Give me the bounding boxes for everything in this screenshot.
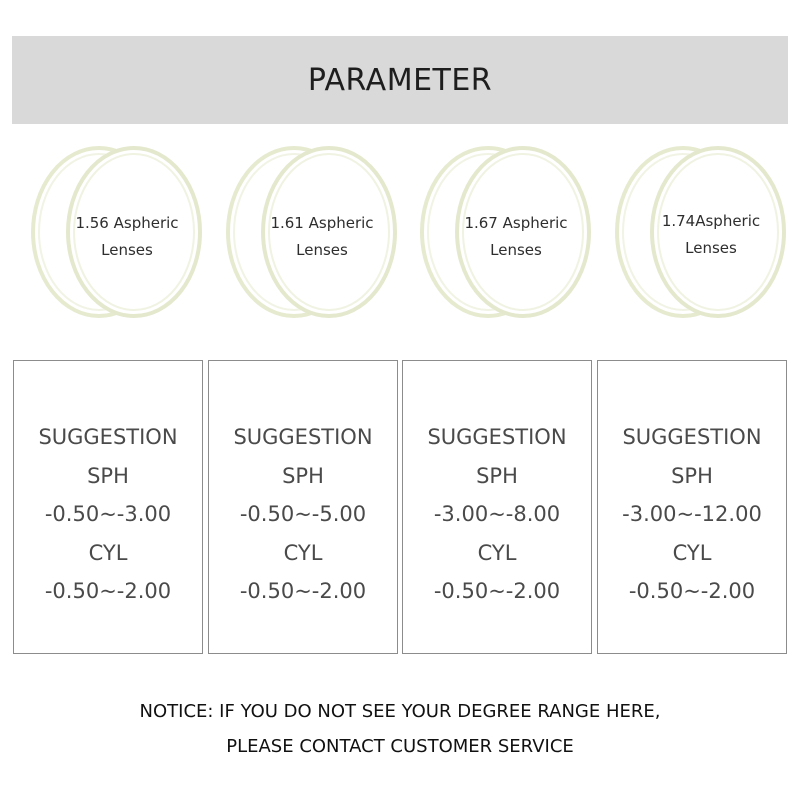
lens-label-line2: Lenses <box>101 241 153 259</box>
param-heading: SUGGESTION <box>38 425 178 449</box>
cyl-label: CYL <box>283 540 323 565</box>
sph-range: -3.00~-8.00 <box>433 502 561 526</box>
notice-text <box>0 694 800 764</box>
param-heading: SUGGESTION <box>622 425 762 449</box>
sph-label: SPH <box>282 463 324 488</box>
lens-label-line1: 1.74Aspheric <box>661 212 761 230</box>
cyl-range: -0.50~-2.00 <box>239 579 367 603</box>
lens-label-line1: 1.67 Aspheric <box>464 214 568 232</box>
param-heading: SUGGESTION <box>427 425 567 449</box>
lens-label <box>242 210 402 264</box>
sph-range: -3.00~-12.00 <box>622 502 762 526</box>
lens-image-156 <box>17 140 207 325</box>
lens-image-161 <box>212 140 402 325</box>
parameter-header <box>12 36 788 124</box>
sph-label: SPH <box>476 463 518 488</box>
cyl-label: CYL <box>477 540 517 565</box>
lens-label-line2: Lenses <box>685 239 737 257</box>
lens-label <box>436 210 596 264</box>
lens-image-174 <box>601 140 791 325</box>
lens-label-line1: 1.61 Aspheric <box>270 214 374 232</box>
header-title: PARAMETER <box>307 62 493 98</box>
lens-label-line1: 1.56 Aspheric <box>75 214 179 232</box>
cyl-label: CYL <box>672 540 712 565</box>
cyl-range: -0.50~-2.00 <box>433 579 561 603</box>
sph-range: -0.50~-3.00 <box>44 502 172 526</box>
lens-image-167 <box>406 140 596 325</box>
sph-label: SPH <box>671 463 713 488</box>
param-heading: SUGGESTION <box>233 425 373 449</box>
param-box-156 <box>13 360 203 654</box>
lens-label <box>631 208 791 262</box>
cyl-label: CYL <box>88 540 128 565</box>
param-box-161 <box>208 360 398 654</box>
cyl-range: -0.50~-2.00 <box>628 579 756 603</box>
sph-range: -0.50~-5.00 <box>239 502 367 526</box>
notice-line1: NOTICE: IF YOU DO NOT SEE YOUR DEGREE RANGE HERE, <box>139 701 661 722</box>
param-box-167 <box>402 360 592 654</box>
lens-label-line2: Lenses <box>296 241 348 259</box>
notice-line2: PLEASE CONTACT CUSTOMER SERVICE <box>226 736 574 757</box>
sph-label: SPH <box>87 463 129 488</box>
param-box-174 <box>597 360 787 654</box>
lens-label-line2: Lenses <box>490 241 542 259</box>
lens-row <box>0 140 800 325</box>
lens-label <box>47 210 207 264</box>
cyl-range: -0.50~-2.00 <box>44 579 172 603</box>
